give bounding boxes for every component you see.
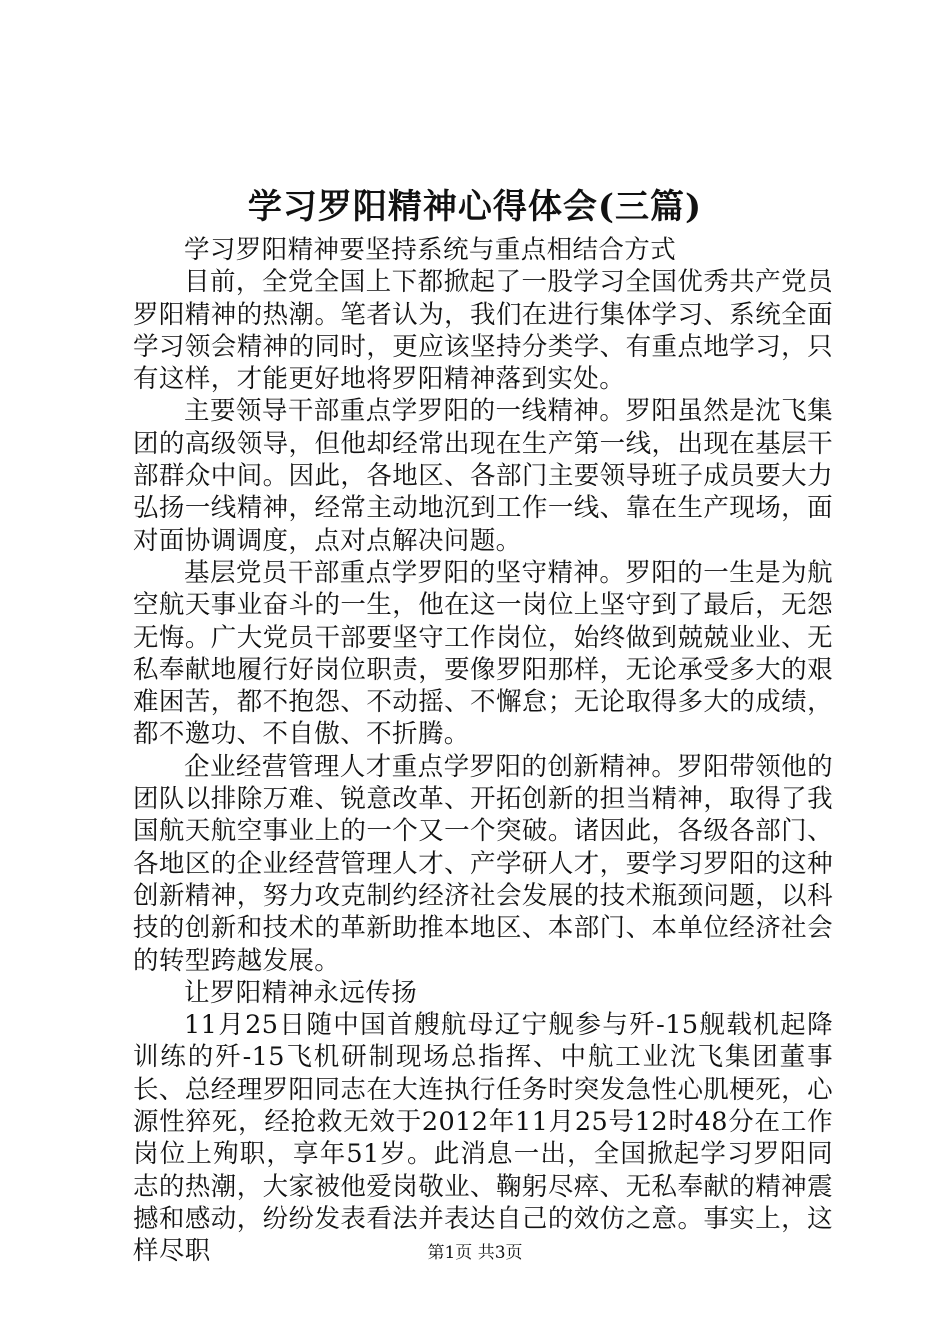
body-paragraph: 主要领导干部重点学罗阳的一线精神。罗阳虽然是沈飞集团的高级领导，但他却经常出现在生产第一线，出现在基层干部群众中间。因此，各地区、各部门主要领导班子成员要大力弘扬一线精神，经常主动地沉到工作一线、靠在生产现场，面对面协调调度，点对点解决问题。: [133, 396, 833, 556]
page-footer: 第1页 共3页: [427, 1243, 523, 1263]
body-paragraph: 企业经营管理人才重点学罗阳的创新精神。罗阳带领他的团队以排除万难、锐意改革、开拓创新的担当精神，取得了我国航天航空事业上的一个又一个突破。诸因此，各级各部门、各地区的企业经营管理人才、产学研人才，要学习罗阳的这种创新精神，努力攻克制约经济社会发展的技术瓶颈问题，以科技的创新和技术的革新助推本地区、本部门、本单位经济社会的转型跨越发展。: [133, 751, 833, 976]
section-heading: 让罗阳精神永远传扬: [184, 977, 418, 1008]
body-paragraph: 目前，全党全国上下都掀起了一股学习全国优秀共产党员罗阳精神的热潮。笔者认为，我们在进行集体学习、系统全面学习领会精神的同时，更应该坚持分类学、有重点地学习，只有这样，才能更好地将罗阳精神落到实处。: [133, 267, 833, 395]
section-heading: 学习罗阳精神要坚持系统与重点相结合方式: [184, 235, 677, 265]
document-title: 学习罗阳精神心得体会(三篇): [247, 187, 703, 227]
body-paragraph: 11月25日随中国首艘航母辽宁舰参与歼-15舰载机起降训练的歼-15飞机研制现场总指挥、中航工业沈飞集团董事长、总经理罗阳同志在大连执行任务时突发急性心肌梗死，心源性猝死，经抢救无效于2012年11月25号12时48分在工作岗位上殉职，享年51岁。此消息一出，全国掀起学习罗阳同志的热潮，大家被他爱岗敬业、鞠躬尽瘁、无私奉献的精神震撼和感动，纷纷发表看法并表达自己的效仿之意。事实上，这样尽职: [133, 1010, 833, 1267]
document-body: [133, 234, 833, 1268]
body-paragraph: 基层党员干部重点学罗阳的坚守精神。罗阳的一生是为航空航天事业奋斗的一生，他在这一岗位上坚守到了最后，无怨无悔。广大党员干部要坚守工作岗位，始终做到兢兢业业、无私奉献地履行好岗位职责，要像罗阳那样，无论承受多大的艰难困苦，都不抱怨、不动摇、不懈怠；无论取得多大的成绩，都不邀功、不自傲、不折腾。: [133, 557, 833, 750]
